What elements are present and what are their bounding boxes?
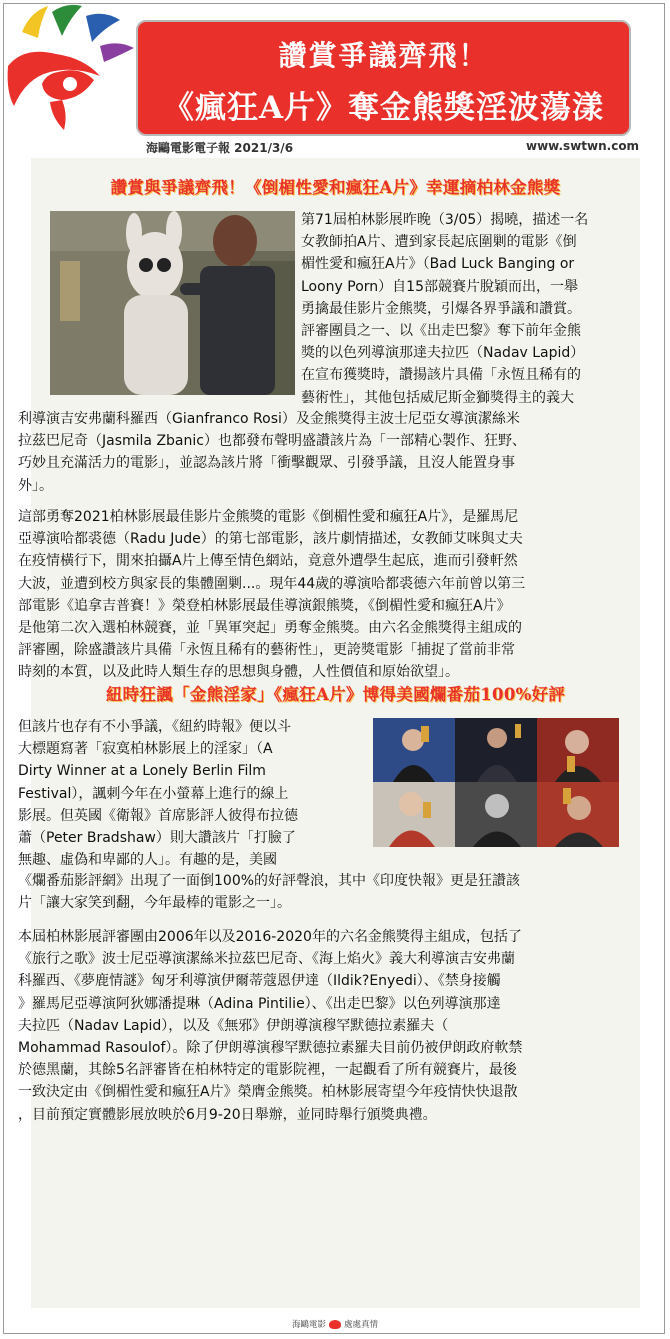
film-still-image [50, 211, 295, 395]
headline-banner [136, 20, 631, 136]
website-link[interactable]: www.swtwn.com [526, 139, 640, 153]
section-2-paragraph-1-wrapped: 但該片也存有不小爭議，《紐約時報》便以斗 大標題寫著「寂寞柏林影展上的淫家」（A Dirty Winner at a Lonely Berlin Film Festival），諷刺今年在小螢幕上進行的線上 影展。但英國《衛報》首席影評人彼得布拉德 蕭（Peter Bradshaw）則大讚該片「打臉了 無趣、虛偽和卑鄙的人」。有趣的是，美國 [18, 719, 298, 869]
banner-line-1: 讚賞爭議齊飛！ [278, 39, 489, 72]
section-1-paragraph-1-wrapped: 第71屆柏林影展昨晚（3/05）揭曉，描述一名 女教師拍A片、遭到家長起底圍剿的電影《倒 楣性愛和瘋狂A片》（Bad Luck Banging or Loony Porn）自15部競賽片脫穎而出，一舉 勇擒最佳影片金熊獎，引爆各界爭議和讚賞。 評審團員之一、以《出走巴黎》奪下前年金熊 獎的以色列導演那達夫拉匹（Nadav Lapid） 在宣布獲獎時，讚揚該片具備「永恆且稀有的 藝術性」，其他包括威尼斯金獅獎得主的義大 [301, 212, 589, 406]
jury-photo-3 [537, 718, 619, 782]
section-1-paragraph-2: 這部勇奪2021柏林影展最佳影片金熊獎的電影《倒楣性愛和瘋狂A片》，是羅馬尼 亞導演哈都裘德（Radu Jude）的第七部電影，該片劇情描述，女教師艾咪與丈夫 在疫情橫行下，閒來拍攝A片上傳至情色網站，竟意外遭學生起底，進而引發軒然 大波，並遭到校方與家長的集體圍剿...。現年44歲的導演哈都裘德六年前曾以第三 部電影《追拿吉普賽！》榮登柏林影展最佳導演銀熊獎，《倒楣性愛和瘋狂A片》 是他第二次入選柏林競賽，並「異軍突起」勇奪金熊獎。由六名金熊獎得主組成的 評審團，除盛讚該片具備「永恆且稀有的藝術性」，更誇獎電影「捕捉了當前非常 時刻的本質，以及此時人類生存的思想與身體，人性價值和原始欲望」。 [18, 509, 526, 681]
footer-logo-icon [329, 1320, 341, 1329]
jury-photo-6 [537, 782, 619, 847]
section-2-paragraph-1-continued: 《爛番茄影評網》出現了一面倒100%的好評聲浪，其中《印度快報》更是狂讚該 片「讓大家笑到翻，今年最棒的電影之一」。 [18, 873, 521, 912]
section-1-heading: 讚賞與爭議齊飛！《倒楣性愛和瘋狂A片》幸運摘柏林金熊獎 [110, 178, 561, 197]
section-2-paragraph-2: 本屆柏林影展評審團由2006年以及2016-2020年的六名金熊獎得主組成，包括了 《旅行之歌》波士尼亞導演潔絲米拉茲巴尼奇、《海上焰火》義大利導演吉安弗蘭 科羅西、《夢鹿情謎》匈牙利導演伊爾蒂蔻恩伊達（Ildik?Enyedi）、《禁身接觸 》羅馬尼亞導演阿狄娜潘提琳（Adina Pintilie）、《出走巴黎》以色列導演那達 夫拉匹（Nadav Lapid），以及《無邪》伊朗導演穆罕默德拉素羅夫（ Mohammad Rasoulof）。除了伊朗導演穆罕默德拉素羅夫目前仍被伊朗政府軟禁 於德黑蘭，其餘5名評審皆在柏林特定的電影院裡，一起觀看了所有競賽片，最後 一致決定由《倒楣性愛和瘋狂A片》榮膺金熊獎。柏林影展寄望今年疫情快快退散 ，目前預定實體影展放映於6月9-20日舉辦，並同時舉行頒獎典禮。 [18, 929, 523, 1123]
banner-line-2: 《瘋狂A片》奪金熊獎淫波蕩漾 [162, 90, 605, 126]
footer-right-text: 處處真情 [344, 1320, 379, 1330]
jury-photo-grid [373, 718, 619, 847]
jury-photo-4 [373, 782, 455, 847]
seagull-logo-icon [4, 2, 136, 132]
jury-photo-5 [455, 782, 537, 847]
jury-photo-2 [455, 718, 537, 782]
section-2-heading: 紐時狂諷「金熊淫家」《瘋狂A片》博得美國爛番茄100%好評 [105, 685, 566, 704]
publisher-date: 海鷗電影電子報 2021/3/6 [146, 141, 294, 155]
footer-brand [0, 1318, 670, 1330]
section-1-paragraph-1-continued: 利導演吉安弗蘭科羅西（Gianfranco Rosi）及金熊獎得主波士尼亞女導演潔絲米 拉茲巴尼奇（Jasmila Zbanic）也都發布聲明盛讚該片為「一部精心製作、狂野、 巧妙且充滿活力的電影」，並認為該片將「衝擊觀眾、引發爭議，且沒人能置身事 外」。 [18, 411, 526, 494]
footer-left-text: 海鷗電影 [291, 1320, 326, 1330]
jury-photo-1 [373, 718, 455, 782]
